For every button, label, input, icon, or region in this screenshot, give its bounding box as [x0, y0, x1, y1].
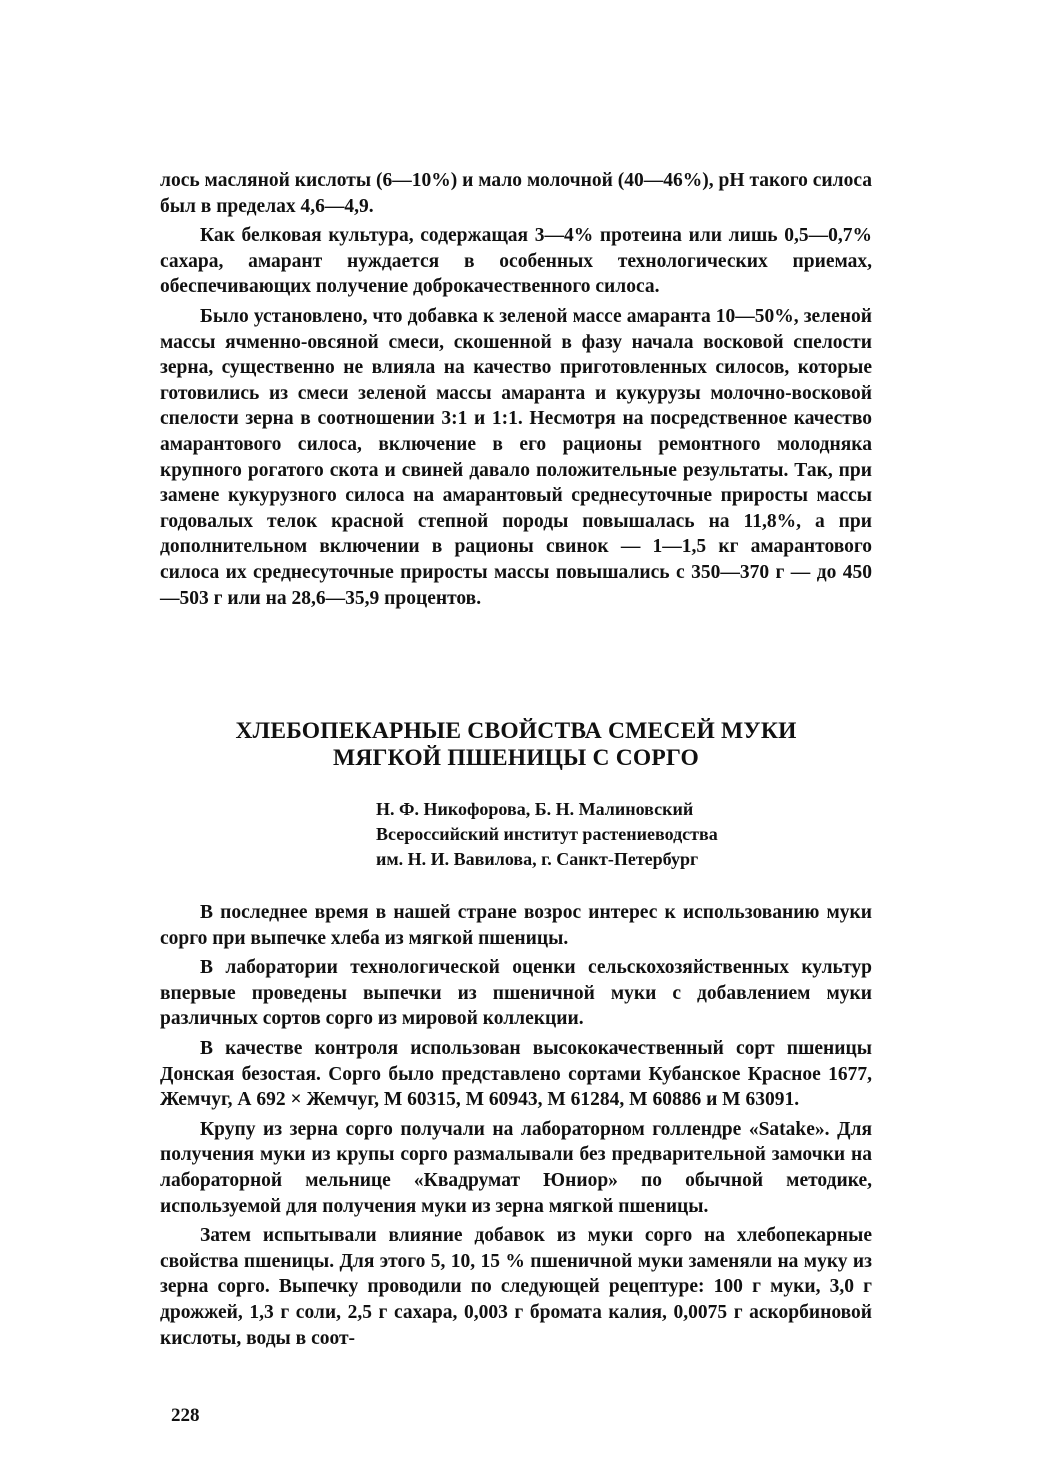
title-line: ХЛЕБОПЕКАРНЫЕ СВОЙСТВА СМЕСЕЙ МУКИ: [235, 718, 797, 744]
author-block: [376, 797, 718, 872]
paragraph: Крупу из зерна сорго получали на лабораторном голлендре «Satake». Для получения муки из крупы сорго размалывали без предварительной замочки на лабораторной мельнице «Квадрумат Юниор» по обычной методике, используемой для получения муки из зерна мягкой пшеницы.: [160, 1118, 872, 1217]
paragraph: Было установлено, что добавка к зеленой массе амаранта 10—50%, зеленой массы ячменно-овсяной смеси, скошенной в фазу начала восковой спелости зерна, существенно не влияла на качество приготовленных силосов, которые готовились из смеси зеленой массы амаранта и кукурузы молочно-восковой спелости зерна в соотношении 3:1 и 1:1. Несмотря на посредственное качество амарантового силоса, включение в его рационы ремонтного молодняка крупного рогатого скота и свиней давало положительные результаты. Так, при замене кукурузного силоса на амарантовый среднесуточные приросты массы годовалых телок красной степной породы повышалась на 11,8%, а при дополнительном включении в рационы свинок — 1—1,5 кг амарантового силоса их среднесуточные приросты массы повышались с 350—370 г — до 450—503 г или на 28,6—35,9 процентов.: [160, 305, 872, 609]
paragraph: В последнее время в нашей стране возрос интерес к использованию муки сорго при выпечке хлеба из мягкой пшеницы.: [160, 902, 872, 949]
affiliation: Всероссийский институт растениеводства: [376, 824, 718, 844]
paragraph: Как белковая культура, содержащая 3—4% протеина или лишь 0,5—0,7% сахара, амарант нуждается в особенных технологических приемах, обеспечивающих получение доброкачественного силоса.: [160, 225, 872, 298]
page-number: 228: [171, 1405, 200, 1426]
paragraph: лось масляной кислоты (6—10%) и мало молочной (40—46%), рН такого силоса был в пределах 4,6—4,9.: [160, 170, 872, 217]
paragraph: В лаборатории технологической оценки сельскохозяйственных культур впервые проведены выпечки из пшеничной муки с добавлением муки различных сортов сорго из мировой коллекции.: [160, 957, 872, 1030]
affiliation: им. Н. И. Вавилова, г. Санкт-Петербург: [376, 849, 699, 869]
title-line: МЯГКОЙ ПШЕНИЦЫ С СОРГО: [332, 745, 700, 771]
authors: Н. Ф. Никофорова, Б. Н. Малиновский: [376, 799, 694, 819]
paragraph: В качестве контроля использован высококачественный сорт пшеницы Донская безостая. Сорго было представлено сортами Кубанское Красное 1677, Жемчуг, А 692 × Жемчуг, М 60315, М 60943, М 61284, М 60886 и М 63091.: [160, 1037, 872, 1111]
previous-article-text: [160, 168, 872, 615]
article-body: [160, 900, 872, 1355]
article-title: [160, 718, 872, 772]
paragraph: Затем испытывали влияние добавок из муки сорго на хлебопекарные свойства пшеницы. Для этого 5, 10, 15 % пшеничной муки заменяли на муку из зерна сорго. Выпечку проводили по следующей рецептуре: 100 г муки, 3,0 г дрожжей, 1,3 г соли, 2,5 г сахара, 0,003 г бромата калия, 0,0075 г аскорбиновой кислоты, воды в соот-: [160, 1225, 872, 1349]
